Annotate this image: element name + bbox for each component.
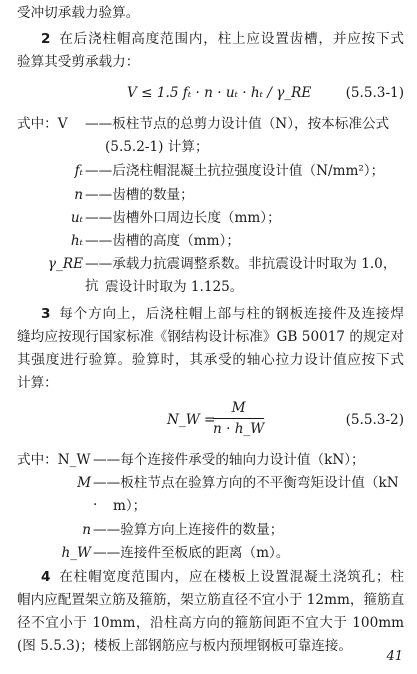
formula-5-5-3-1 <box>17 82 404 104</box>
where-row <box>17 472 404 514</box>
text-line: 计算： <box>17 375 58 391</box>
where-symbol: M <box>77 475 91 491</box>
text-line: 缝均应按现行国家标准《钢结构设计标准》GB 50017 的规定对 <box>17 329 404 345</box>
text-line: 径不宜小于 10mm，沿柱高方向的箍筋间距不宜大于 100mm <box>17 615 404 631</box>
where-symbol: 式中：N_W <box>17 452 91 468</box>
where-row-cont <box>17 276 404 298</box>
where-symbol: γ_RE <box>47 256 83 272</box>
where-row <box>17 230 404 252</box>
text-line: 在后浇柱帽高度范围内，柱上应设置齿槽，并应按下式 <box>58 31 404 47</box>
where-text: ——承载力抗震调整系数。非抗震设计时取为 1.0，抗 <box>85 256 397 295</box>
where-row <box>17 207 404 229</box>
where-text: ——齿槽外口周边长度（mm）； <box>85 210 281 226</box>
where-text: ——齿槽的数量； <box>85 187 194 203</box>
formula-lhs: N_W = <box>167 412 216 428</box>
formula-5-5-3-2 <box>17 398 404 442</box>
clause-number: 4 <box>41 569 51 585</box>
clause-3 <box>17 303 404 325</box>
where-row <box>17 542 404 564</box>
where-text: m）； <box>113 498 147 514</box>
where-text: ——验算方向上连接件的数量； <box>93 522 284 538</box>
fraction-denominator: n · h_W <box>213 421 265 437</box>
text-line: 其强度进行验算。验算时，其承受的轴心拉力设计值应按下式 <box>17 352 404 368</box>
clause-4 <box>17 566 404 588</box>
clause-2 <box>17 28 404 50</box>
where-text: ——每个连接件承受的轴向力设计值（kN）； <box>93 452 365 468</box>
text-line: 每个方向上，后浇柱帽上部与柱的钢板连接件及连接焊 <box>58 306 404 322</box>
where-symbol: n <box>74 187 83 203</box>
text-line: (图 5.5.3)；楼板上部钢筋应与板内预埋钢板可靠连接。 <box>17 638 352 654</box>
where-row <box>17 184 404 206</box>
text-line: 在柱帽宽度范围内，应在楼板上设置混凝土浇筑孔；柱 <box>58 569 404 585</box>
where-symbol: fₜ <box>74 163 83 179</box>
clause-number: 2 <box>41 31 51 47</box>
clause-number: 3 <box>41 306 51 322</box>
where-text: ——连接件至板底的距离（m）。 <box>93 545 290 561</box>
text-line: 受冲切承载力验算。 <box>17 5 140 21</box>
where-text: ——后浇柱帽混凝土抗拉强度设计值（N/mm²）； <box>85 163 385 179</box>
where-row <box>17 449 404 471</box>
text-line: 帽内应配置架立筋及箍筋，架立筋直径不宜小于 12mm，箍筋直 <box>17 592 405 608</box>
where-text: ——板柱节点的总剪力设计值（N），按本标准公式 <box>85 116 390 132</box>
formula-tag: (5.5.3-2) <box>345 412 404 428</box>
where-row <box>17 519 404 541</box>
formula-tag: (5.5.3-1) <box>345 85 404 101</box>
fraction-numerator: M <box>213 398 264 419</box>
where-row <box>17 160 404 182</box>
where-symbol: 式中：V <box>17 116 68 132</box>
text-line: 验算其受剪承载力： <box>17 54 140 70</box>
where-text: (5.5.2-1) 计算； <box>105 139 209 155</box>
where-text: ——板柱节点在验算方向的不平衡弯矩设计值（kN · <box>93 475 399 514</box>
where-text: 震设计时取为 1.125。 <box>105 279 244 295</box>
where-symbol: h_W <box>61 545 91 561</box>
where-row-cont <box>17 136 404 158</box>
page-number: 41 <box>386 648 403 664</box>
where-symbol: hₜ <box>70 233 83 249</box>
where-text: ——齿槽的高度（mm）； <box>85 233 240 249</box>
where-row <box>17 113 404 135</box>
formula-body: V ≤ 1.5 fₜ · n · uₜ · hₜ / γ_RE <box>127 85 312 101</box>
where-row-cont <box>17 495 404 517</box>
where-symbol: uₜ <box>70 210 83 226</box>
formula-fraction <box>213 398 264 439</box>
where-symbol: n <box>82 522 91 538</box>
